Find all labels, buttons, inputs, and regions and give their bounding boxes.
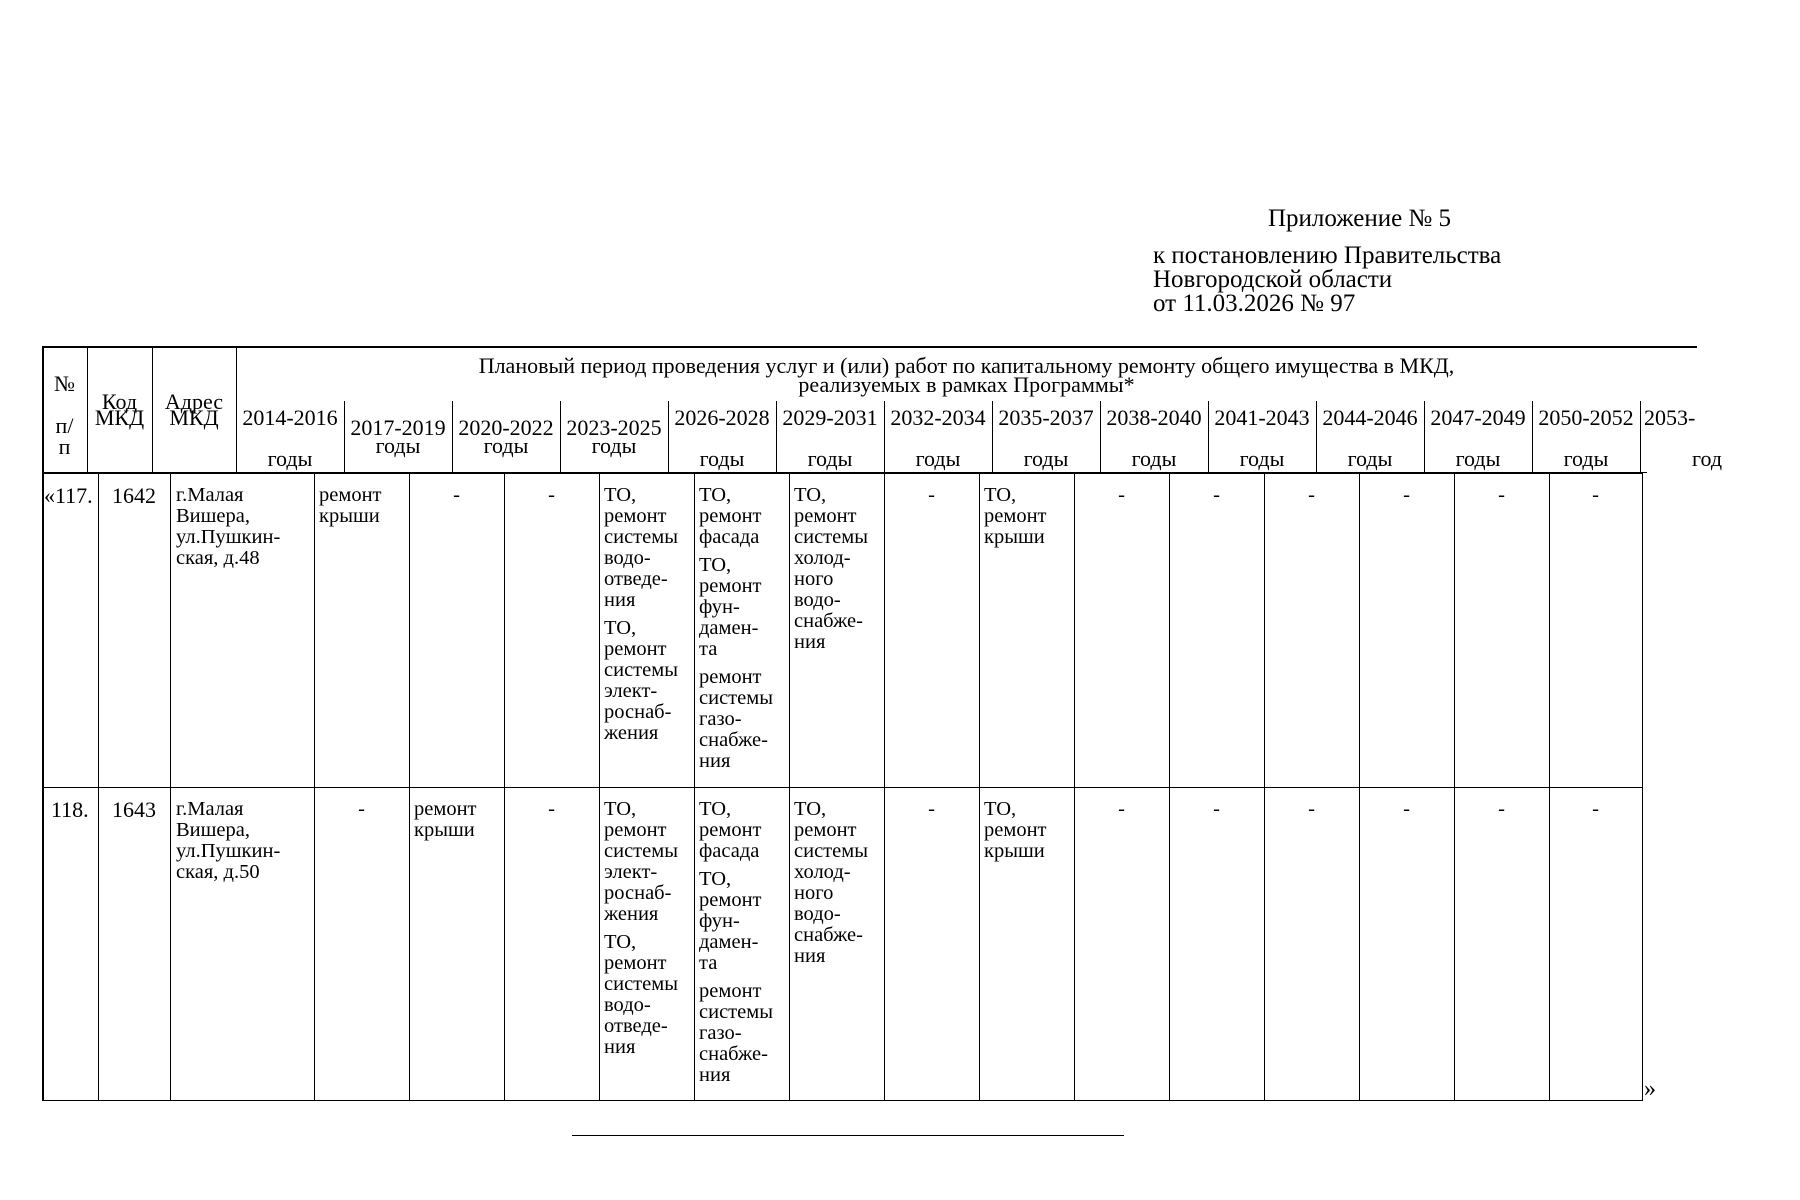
column-divider (1169, 473, 1170, 1101)
work-cell (1454, 485, 1549, 513)
work-line: ремонт (699, 889, 762, 911)
work-cell (984, 799, 1072, 869)
work-line: - (1592, 484, 1599, 506)
column-divider (1549, 473, 1550, 1101)
year-range-label: 2020-2022 (458, 415, 554, 440)
year-unit-label: годы (1347, 446, 1393, 471)
work-item (414, 799, 502, 841)
work-line: - (548, 798, 555, 820)
address-line: ул.Пушкин- (176, 840, 281, 862)
year-unit-label: годы (483, 433, 529, 458)
work-line: фун- (699, 910, 740, 932)
work-item (1074, 485, 1169, 506)
work-line: ТО, (604, 798, 637, 820)
work-line: ремонт (319, 484, 382, 506)
work-line: - (358, 798, 365, 820)
work-item (984, 799, 1072, 862)
year-unit-label: годы (1023, 446, 1069, 471)
work-line: ТО, (699, 554, 732, 576)
work-line: ТО, (699, 798, 732, 820)
work-item (604, 618, 692, 744)
building-code: 1642 (112, 483, 156, 508)
column-divider (599, 473, 600, 1101)
work-line: ремонт (984, 505, 1047, 527)
work-line: ного (794, 882, 834, 904)
work-item (1454, 485, 1549, 506)
work-cell (984, 485, 1072, 555)
address-line: Вишера, (176, 819, 251, 841)
work-item (699, 555, 787, 660)
work-line: системы (699, 1001, 773, 1023)
column-divider (170, 473, 171, 1101)
work-item (699, 485, 787, 548)
year-unit-label: годы (591, 433, 637, 458)
column-header-code: Код МКД (94, 389, 145, 430)
work-line: снабже- (699, 1043, 768, 1065)
work-line: ТО, (984, 484, 1017, 506)
address-line: г.Малая (176, 484, 244, 506)
work-line: холод- (794, 861, 851, 883)
row-bottom-rule (42, 1100, 1642, 1101)
row-number: «117. (44, 483, 93, 508)
work-line: ремонт (794, 505, 857, 527)
work-line: ния (794, 945, 826, 967)
work-item (699, 981, 787, 1086)
work-item (1359, 485, 1454, 506)
work-line: - (1403, 484, 1410, 506)
footer-rule (572, 1135, 1124, 1136)
address-line: г.Малая (176, 798, 244, 820)
work-line: ТО, (604, 484, 637, 506)
work-line: дамен- (699, 931, 759, 953)
building-address (176, 485, 280, 569)
year-range-label: 2035-2037 (998, 405, 1094, 430)
year-unit-label: годы (1131, 446, 1177, 471)
period-header-line-1: Плановый период проведения услуг и (или) работ по капитальному ремонту общего имущества в МКД, (478, 353, 1455, 378)
header-top-rule (42, 346, 1697, 348)
address-line: ская, д.50 (176, 861, 260, 883)
work-line: та (699, 952, 718, 974)
work-line: системы (794, 840, 868, 862)
work-item (409, 485, 504, 506)
work-line: снабже- (794, 610, 863, 632)
work-cell (504, 485, 599, 513)
work-line: ТО, (984, 798, 1017, 820)
work-line: - (1118, 798, 1125, 820)
row-number: 118. (51, 797, 89, 822)
year-range-label: 2029-2031 (782, 405, 878, 430)
work-line: роснаб- (604, 882, 672, 904)
column-divider (314, 473, 315, 1101)
work-item (1549, 485, 1642, 506)
work-line: ния (699, 750, 731, 772)
work-cell (1169, 485, 1264, 513)
work-cell (794, 485, 882, 660)
work-line: - (548, 484, 555, 506)
column-header-number-line3: п (58, 434, 71, 459)
column-divider (1642, 473, 1643, 1101)
work-cell (319, 485, 407, 534)
appendix-line-1: к постановлению Правительства (1153, 242, 1502, 269)
row-divider (42, 787, 1642, 788)
year-range-label: 2026-2028 (674, 405, 770, 430)
work-line: снабже- (699, 729, 768, 751)
year-range-label: 2032-2034 (890, 405, 986, 430)
work-cell (1359, 799, 1454, 827)
column-divider (1359, 473, 1360, 1101)
work-line: - (1403, 798, 1410, 820)
work-cell (604, 485, 692, 751)
work-line: - (1213, 798, 1220, 820)
work-item (1169, 799, 1264, 820)
work-line: ного (794, 568, 834, 590)
column-divider (979, 473, 980, 1101)
work-line: - (928, 484, 935, 506)
work-line: ремонт (699, 666, 762, 688)
address-line: Вишера, (176, 505, 251, 527)
table-header (42, 346, 1723, 473)
work-item (884, 799, 979, 820)
work-cell (884, 799, 979, 827)
closing-quote: » (1644, 1076, 1656, 1102)
column-divider (884, 473, 885, 1101)
column-divider (694, 473, 695, 1101)
work-cell (699, 799, 787, 1093)
work-item (604, 932, 692, 1058)
period-header-line-2: реализуемых в рамках Программы* (798, 372, 1135, 397)
work-cell (604, 799, 692, 1065)
appendix-line-2: Новгородской области (1153, 266, 1393, 293)
work-line: фасада (699, 840, 760, 862)
column-divider (409, 473, 410, 1101)
work-line: водо- (604, 547, 651, 569)
work-item (699, 667, 787, 772)
work-line: водо- (604, 994, 651, 1016)
work-line: ТО, (604, 617, 637, 639)
year-unit-label: годы (1563, 446, 1609, 471)
work-line: элект- (604, 861, 658, 883)
work-line: элект- (604, 680, 658, 702)
work-line: системы (794, 526, 868, 548)
building-address (176, 799, 280, 883)
work-line: крыши (984, 526, 1045, 548)
work-line: ремонт (984, 819, 1047, 841)
work-line: водо- (794, 903, 841, 925)
work-item (1454, 799, 1549, 820)
work-line: крыши (319, 505, 380, 527)
year-unit-label: год (1692, 446, 1723, 471)
work-line: холод- (794, 547, 851, 569)
work-line: системы (604, 526, 678, 548)
work-item (1169, 485, 1264, 506)
work-item (1264, 799, 1359, 820)
work-line: ремонт (604, 505, 667, 527)
address-line: ская, д.48 (176, 547, 260, 569)
work-line: - (1498, 798, 1505, 820)
work-line: роснаб- (604, 701, 672, 723)
work-line: ремонт (604, 819, 667, 841)
work-cell (1549, 799, 1642, 827)
work-line: системы (604, 973, 678, 995)
work-cell (1074, 485, 1169, 513)
work-line: ремонт (699, 980, 762, 1002)
address-line: ул.Пушкин- (176, 526, 281, 548)
year-range-label: 2041-2043 (1214, 405, 1310, 430)
building-code: 1643 (112, 797, 156, 822)
work-item (319, 485, 407, 527)
column-divider (504, 473, 505, 1101)
work-line: ТО, (794, 484, 827, 506)
work-line: ремонт (699, 819, 762, 841)
work-line: системы (604, 659, 678, 681)
work-cell (1454, 799, 1549, 827)
row-top-rule (42, 473, 1642, 474)
year-range-label: 2053- (1644, 405, 1696, 430)
work-line: ТО, (699, 868, 732, 890)
work-line: ТО, (699, 484, 732, 506)
work-line: снабже- (794, 924, 863, 946)
work-cell (1264, 485, 1359, 513)
year-range-label: 2014-2016 (242, 405, 338, 430)
work-line: отведе- (604, 1015, 668, 1037)
year-unit-label: годы (1455, 446, 1501, 471)
work-cell (504, 799, 599, 827)
year-unit-label: годы (267, 446, 313, 471)
year-range-label: 2038-2040 (1106, 405, 1202, 430)
work-line: ремонт (699, 575, 762, 597)
work-item (504, 799, 599, 820)
work-line: жения (604, 722, 659, 744)
work-line: - (1498, 484, 1505, 506)
work-line: фун- (699, 596, 740, 618)
column-divider (1454, 473, 1455, 1101)
work-cell (884, 485, 979, 513)
year-range-label: 2023-2025 (566, 415, 662, 440)
work-line: системы (699, 687, 773, 709)
work-item (1264, 485, 1359, 506)
work-line: - (453, 484, 460, 506)
work-item (699, 799, 787, 862)
column-header-number: № (54, 371, 75, 396)
work-line: ния (604, 589, 636, 611)
work-line: ния (604, 1036, 636, 1058)
work-line: - (1308, 798, 1315, 820)
work-line: крыши (984, 840, 1045, 862)
work-line: та (699, 638, 718, 660)
work-line: газо- (699, 1022, 742, 1044)
work-line: ремонт (604, 638, 667, 660)
work-line: ремонт (699, 505, 762, 527)
column-header-number-line2: п/ (55, 413, 74, 438)
year-range-label: 2044-2046 (1322, 405, 1418, 430)
work-cell (699, 485, 787, 779)
work-line: крыши (414, 819, 475, 841)
appendix-line-3: от 11.03.2026 № 97 (1153, 290, 1356, 317)
work-line: ТО, (604, 931, 637, 953)
year-unit-label: годы (699, 446, 745, 471)
year-range-label: 2050-2052 (1538, 405, 1634, 430)
year-unit-label: годы (375, 433, 421, 458)
work-cell (314, 799, 409, 827)
work-line: ния (699, 1064, 731, 1086)
work-item (884, 485, 979, 506)
year-unit-label: годы (1239, 446, 1285, 471)
work-item (794, 485, 882, 653)
work-line: - (1592, 798, 1599, 820)
year-range-label: 2017-2019 (350, 415, 446, 440)
table-body (42, 473, 1642, 1101)
work-cell (1169, 799, 1264, 827)
work-item (604, 485, 692, 611)
work-cell (1549, 485, 1642, 513)
column-divider (789, 473, 790, 1101)
work-line: - (1308, 484, 1315, 506)
work-item (984, 485, 1072, 548)
column-divider (42, 473, 44, 1101)
work-item (1074, 799, 1169, 820)
work-cell (1074, 799, 1169, 827)
column-divider (1264, 473, 1265, 1101)
column-divider (1074, 473, 1075, 1101)
year-unit-label: годы (915, 446, 961, 471)
column-header-address: Адрес МКД (164, 389, 224, 430)
work-line: ТО, (794, 798, 827, 820)
appendix-title: Приложение № 5 (1268, 205, 1452, 232)
work-line: ния (794, 631, 826, 653)
work-line: отведе- (604, 568, 668, 590)
work-line: - (1213, 484, 1220, 506)
work-item (1359, 799, 1454, 820)
work-item (504, 485, 599, 506)
work-line: ремонт (604, 952, 667, 974)
work-line: - (1118, 484, 1125, 506)
work-item (794, 799, 882, 967)
appendix-subtitle (1153, 244, 1501, 316)
work-line: водо- (794, 589, 841, 611)
column-divider (98, 473, 99, 1101)
work-line: дамен- (699, 617, 759, 639)
work-line: - (928, 798, 935, 820)
work-line: системы (604, 840, 678, 862)
work-item (314, 799, 409, 820)
work-line: жения (604, 903, 659, 925)
work-cell (1359, 485, 1454, 513)
work-item (604, 799, 692, 925)
work-cell (1264, 799, 1359, 827)
work-cell (414, 799, 502, 848)
year-unit-label: годы (807, 446, 853, 471)
work-line: ремонт (794, 819, 857, 841)
work-item (699, 869, 787, 974)
work-line: ремонт (414, 798, 477, 820)
work-cell (409, 485, 504, 513)
work-item (1549, 799, 1642, 820)
work-line: газо- (699, 708, 742, 730)
work-line: фасада (699, 526, 760, 548)
work-cell (794, 799, 882, 974)
year-range-label: 2047-2049 (1430, 405, 1526, 430)
